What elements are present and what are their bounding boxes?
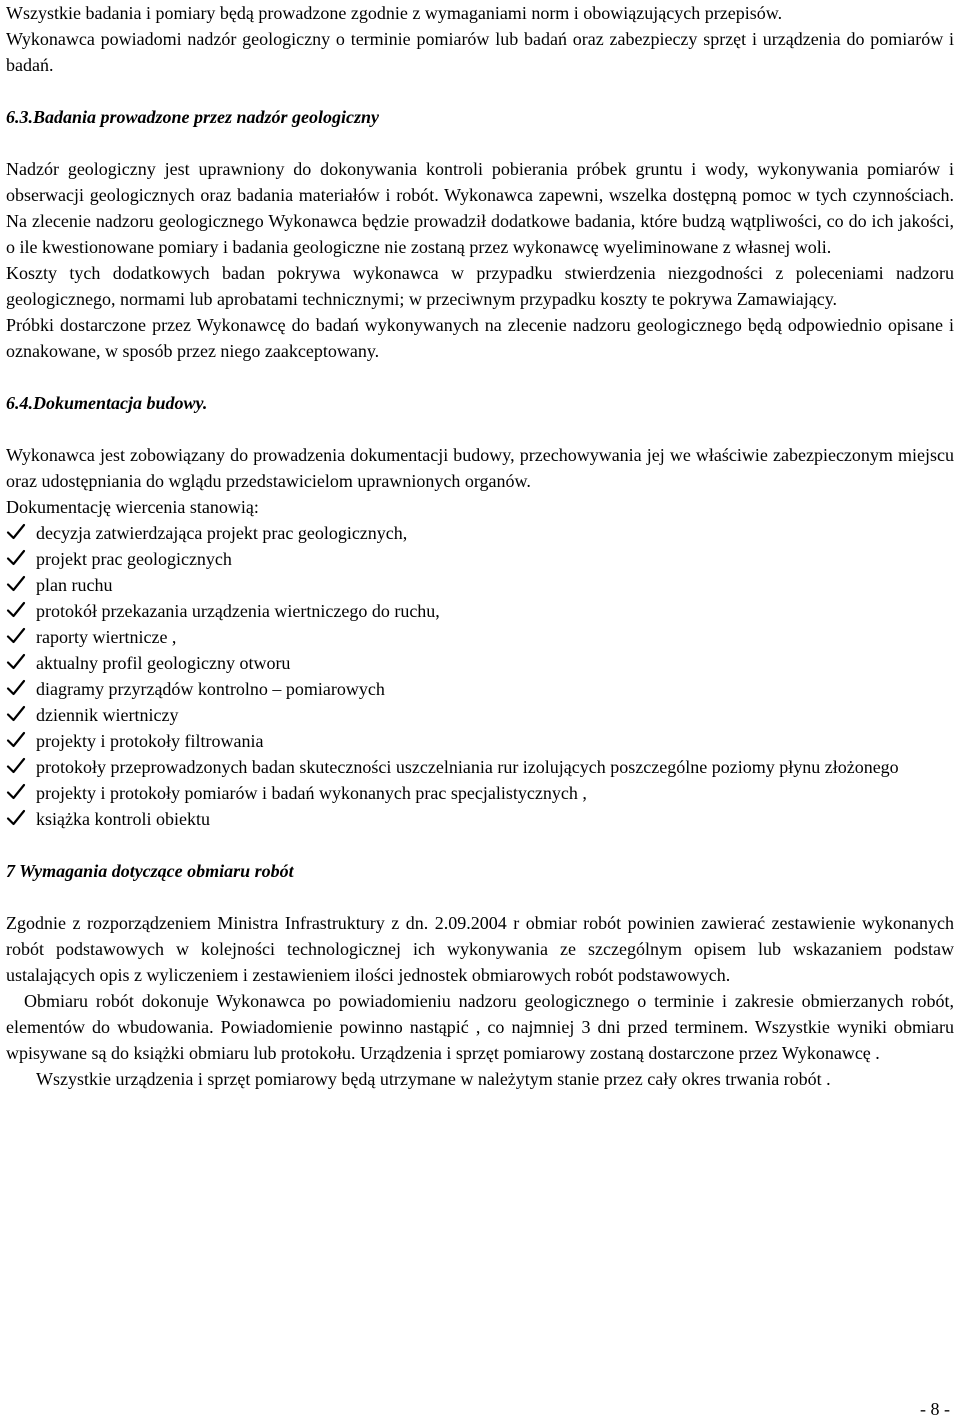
checklist-item — [6, 780, 954, 806]
heading-7: 7 Wymagania dotyczące obmiaru robót — [6, 861, 294, 881]
paragraph-7-equipment: Wszystkie urządzenia i sprzęt pomiarowy będą utrzymane w należytym stanie przez cały okres trwania robót . — [36, 1069, 831, 1089]
checkmark-icon — [6, 676, 28, 702]
heading-6-4: 6.4.Dokumentacja budowy. — [6, 393, 208, 413]
checkmark-icon — [6, 702, 28, 728]
paragraph-7-measurement: Obmiaru robót dokonuje Wykonawca po powiadomieniu nadzoru geologicznego o terminie i zakresie obmierzanych robót, elementów do wbudowania. Powiadomienie powinno nastąpić , co najmniej 3 dni przed terminem. Wszystkie wyniki obmiaru wpisywane są do książki obmiaru lub protokołu. Urządzenia i sprzęt pomiarowy zostaną dostarczone przez Wykonawcę . — [6, 991, 954, 1063]
checklist-item — [6, 702, 954, 728]
checklist-item-text: projekty i protokoły filtrowania — [36, 731, 264, 751]
checklist-item — [6, 650, 954, 676]
checkmark-icon — [6, 806, 28, 832]
paragraph-6-4-documentation: Wykonawca jest zobowiązany do prowadzenia dokumentacji budowy, przechowywania jej we właściwie zabezpieczonym miejscu oraz udostępniania do wglądu przedstawicielom uprawnionych organów. — [6, 445, 954, 491]
checkmark-icon — [6, 780, 28, 806]
checklist-item — [6, 598, 954, 624]
checkmark-icon — [6, 650, 28, 676]
checkmark-icon — [6, 520, 28, 546]
paragraph-6-3-costs: Koszty tych dodatkowych badan pokrywa wykonawca w przypadku stwierdzenia niezgodności z poleceniami nadzoru geologicznego, normami lub aprobatami technicznymi; w przeciwnym przypadku koszty te pokrywa Zamawiający. — [6, 263, 954, 309]
checkmark-icon — [6, 598, 28, 624]
paragraph-6-3-samples: Próbki dostarczone przez Wykonawcę do badań wykonywanych na zlecenie nadzoru geologicznego będą odpowiednio opisane i oznakowane, w sposób przez niego zaakceptowany. — [6, 315, 954, 361]
heading-6-3: 6.3.Badania prowadzone przez nadzór geologiczny — [6, 107, 380, 127]
paragraph-6-3-supervision: Nadzór geologiczny jest uprawniony do dokonywania kontroli pobierania próbek gruntu i wody, wykonywania pomiarów i obserwacji geologicznych oraz badania materiałów i robót. Wykonawca zapewni, wszelka dostępną pomoc w tych czynnościach. Na zlecenie nadzoru geologicznego Wykonawca będzie prowadził dodatkowe badania, które budzą wątpliwości, co do ich jakości, o ile kwestionowane pomiary i badania geologiczne nie zostaną przez wykonawcę wyeliminowane z własnej woli. — [6, 159, 954, 257]
checkmark-icon — [6, 754, 28, 780]
page-number: - 8 - — [920, 1399, 950, 1419]
checklist-item — [6, 754, 954, 780]
checklist-item — [6, 806, 954, 832]
checklist-item-text: plan ruchu — [36, 575, 113, 595]
checkmark-icon — [6, 728, 28, 754]
checklist-item-text: diagramy przyrządów kontrolno – pomiarowych — [36, 679, 385, 699]
checklist-item-text: projekty i protokoły pomiarów i badań wykonanych prac specjalistycznych , — [36, 783, 587, 803]
paragraph-requirements: Wszystkie badania i pomiary będą prowadzone zgodnie z wymaganiami norm i obowiązujących przepisów. — [6, 3, 783, 23]
documentation-checklist — [6, 520, 954, 832]
checklist-item — [6, 728, 954, 754]
checklist-item-text: raporty wiertnicze , — [36, 627, 177, 647]
checklist-item-text: książka kontroli obiektu — [36, 809, 210, 829]
checklist-item — [6, 546, 954, 572]
paragraph-notification: Wykonawca powiadomi nadzór geologiczny o terminie pomiarów lub badań oraz zabezpieczy sprzęt i urządzenia do pomiarów i badań. — [6, 29, 954, 75]
list-intro: Dokumentację wiercenia stanowią: — [6, 497, 259, 517]
checklist-item-text: protokół przekazania urządzenia wiertniczego do ruchu, — [36, 601, 440, 621]
checklist-item-text: projekt prac geologicznych — [36, 549, 232, 569]
paragraph-7-regulation: Zgodnie z rozporządzeniem Ministra Infrastruktury z dn. 2.09.2004 r obmiar robót powinien zawierać zestawienie wykonanych robót podstawowych w kolejności technologicznej ich wykonywania ze szczególnym opisem lub wskazaniem podstaw ustalających opis z wyliczeniem i zestawieniem ilości jednostek obmiarowych robót podstawowych. — [6, 913, 954, 985]
checkmark-icon — [6, 572, 28, 598]
document-page — [6, 0, 954, 1092]
checklist-item-text: dziennik wiertniczy — [36, 705, 179, 725]
checklist-item — [6, 624, 954, 650]
checkmark-icon — [6, 624, 28, 650]
checklist-item — [6, 572, 954, 598]
checkmark-icon — [6, 546, 28, 572]
checklist-item-text: aktualny profil geologiczny otworu — [36, 653, 291, 673]
checklist-item — [6, 676, 954, 702]
checklist-item-text: decyzja zatwierdzająca projekt prac geologicznych, — [36, 523, 408, 543]
checklist-item-text: protokoły przeprowadzonych badan skuteczności uszczelniania rur izolujących poszczególne poziomy płynu złożonego — [36, 757, 899, 777]
checklist-item — [6, 520, 954, 546]
